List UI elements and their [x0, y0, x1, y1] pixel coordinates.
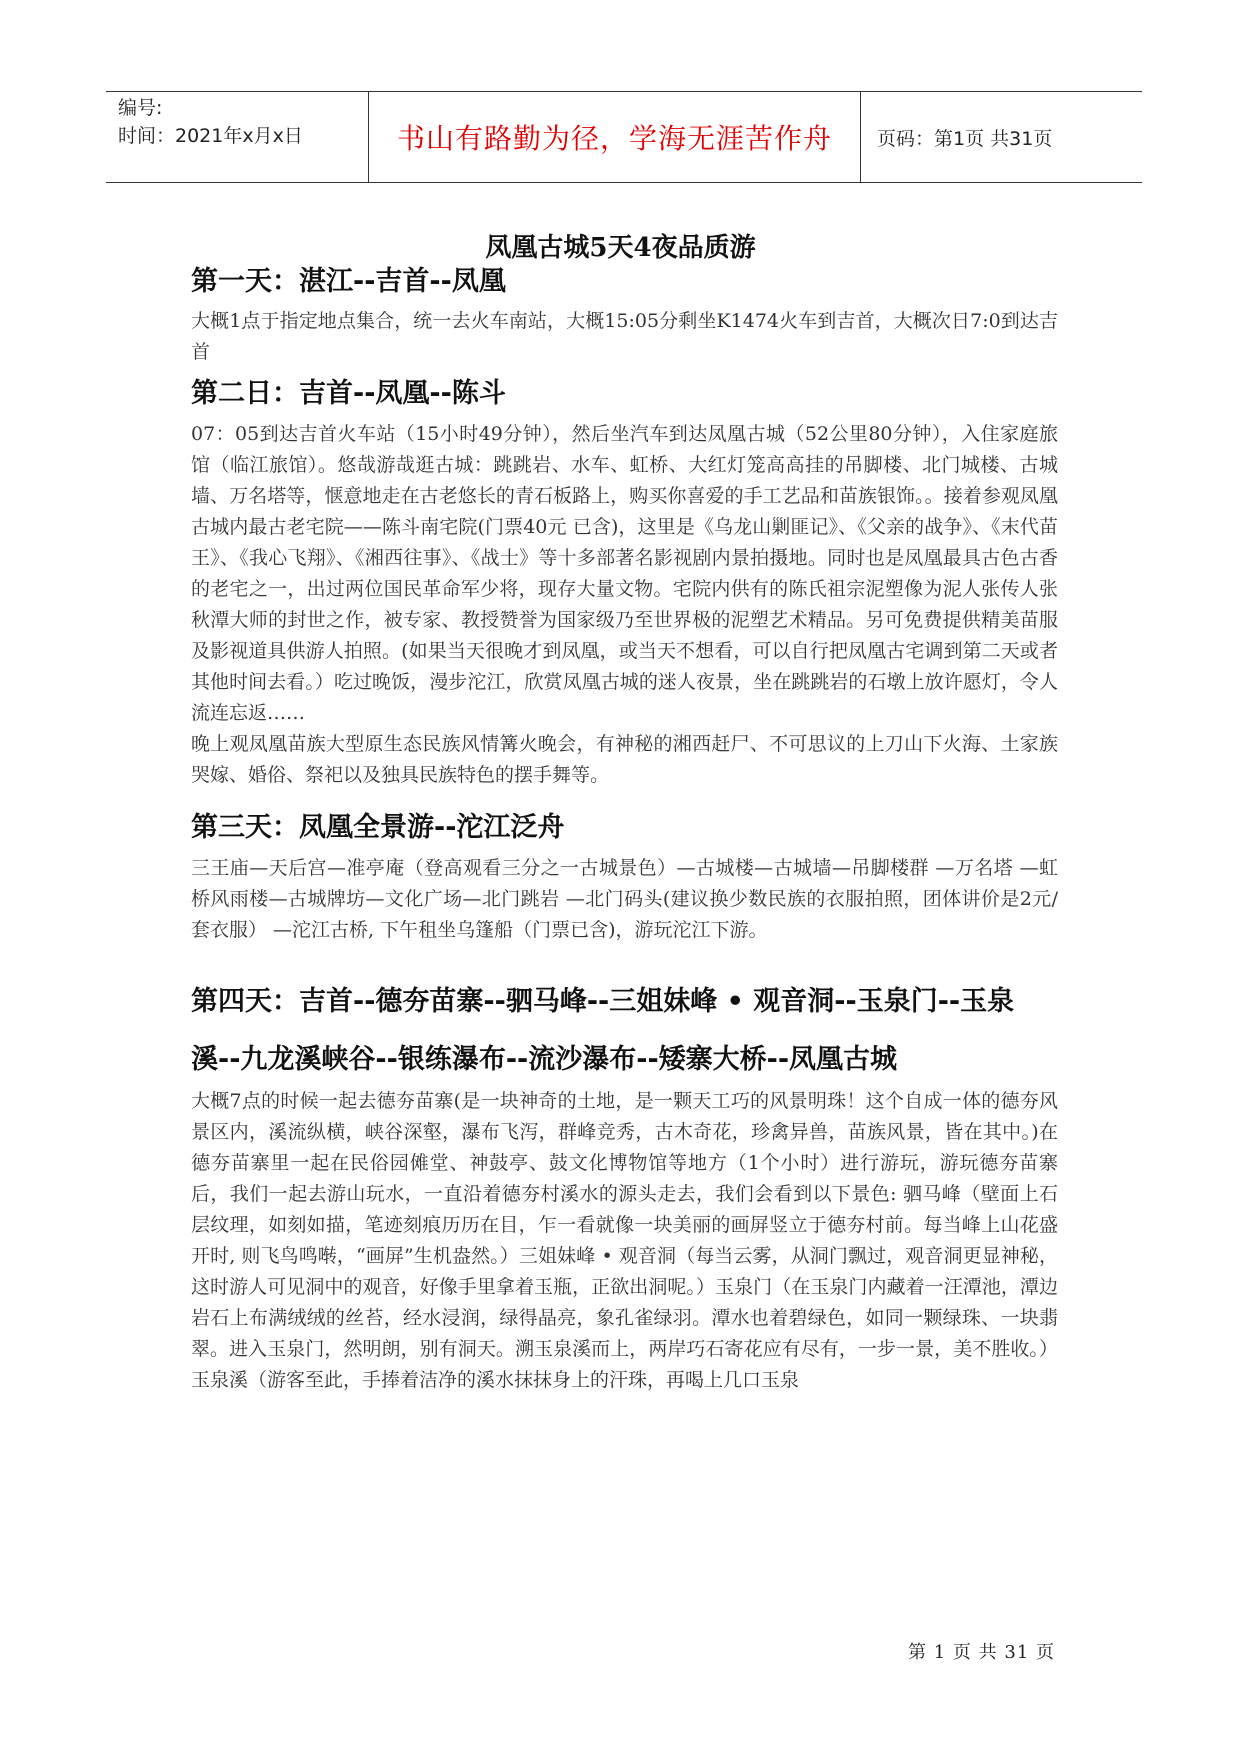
document-time-label: 时间：2021年x月x日 — [118, 125, 303, 147]
page-header — [106, 91, 1142, 183]
section-paragraph-day2-evening: 晚上观凤凰苗族大型原生态民族风情篝火晚会，有神秘的湘西赶尸、不可思议的上刀山下火海、土家族哭嫁、婚俗、祭祀以及独具民族特色的摆手舞等。 — [191, 733, 1058, 786]
header-motto: 书山有路勤为径，学海无涯苦作舟 — [369, 92, 861, 182]
section-paragraph-day2: 07：05到达吉首火车站（15小时49分钟），然后坐汽车到达凤凰古城（52公里80分钟），入住家庭旅馆（临江旅馆）。悠哉游哉逛古城：跳跳岩、水车、虹桥、大红灯笼高高挂的吊脚楼、北门城楼、古城墙、万名塔等，惬意地走在古老悠长的青石板路上，购买你喜爱的手工艺品和苗族银饰。。接着参观凤凰古城内最古老宅院——陈斗南宅院(门票40元 已含)，这里是《乌龙山剿匪记》、《父亲的战争》、《末代苗王》、《我心飞翔》、《湘西往事》、《战士》等十多部著名影视剧内景拍摄地。同时也是凤凰最具古色古香的老宅之一，出过两位国民革命军少将，现存大量文物。宅院内供有的陈氏祖宗泥塑像为泥人张传人张秋潭大师的封世之作，被专家、教授赞誉为国家级乃至世界极的泥塑艺术精品。另可免费提供精美苗服及影视道具供游人拍照。(如果当天很晚才到凤凰，或当天不想看，可以自行把凤凰古宅调到第二天或者其他时间去看。）吃过晚饭，漫步沱江，欣赏凤凰古城的迷人夜景，坐在跳跳岩的石墩上放许愿灯，令人流连忘返…… — [191, 423, 1058, 724]
section-heading-day1: 第一天：湛江--吉首--凤凰 — [191, 266, 506, 297]
document-title: 凤凰古城5天4夜品质游 — [485, 233, 756, 263]
section-paragraph-day3: 三王庙—天后宫—准亭庵（登高观看三分之一古城景色）—古城楼—古城墙—吊脚楼群 —万名塔 —虹桥风雨楼—古城牌坊—文化广场—北门跳岩 —北门码头(建议换少数民族的衣服拍照，团体讲价是2元/套衣服） —沱江古桥, 下午租坐乌篷船（门票已含)，游玩沱江下游。 — [191, 857, 1058, 941]
section-paragraph-day1: 大概1点于指定地点集合，统一去火车南站，大概15:05分剩坐K1474火车到吉首，大概次日7:0到达吉首 — [191, 310, 1058, 363]
page-footer: 第 1 页 共 31 页 — [908, 1642, 1055, 1663]
header-info-cell — [106, 92, 369, 182]
section-heading-day4-line1: 第四天：吉首--德夯苗寨--驷马峰--三姐妹峰 • 观音洞--玉泉门--玉泉 — [191, 986, 1015, 1017]
section-heading-day2: 第二日：吉首--凤凰--陈斗 — [191, 378, 506, 409]
section-heading-day3: 第三天：凤凰全景游--沱江泛舟 — [191, 812, 565, 843]
section-paragraph-day4: 大概7点的时候一起去德夯苗寨(是一块神奇的土地，是一颗天工巧的风景明珠！这个自成一体的德夯风景区内，溪流纵横，峡谷深壑，瀑布飞泻，群峰竞秀，古木奇花，珍禽异兽，苗族风景，皆在其中。)在德夯苗寨里一起在民俗园傩堂、神鼓亭、鼓文化博物馆等地方（1个小时）进行游玩，游玩德夯苗寨后，我们一起去游山玩水，一直沿着德夯村溪水的源头走去，我们会看到以下景色: 驷马峰（壁面上石层纹理，如刻如描，笔迹刻痕历历在目，乍一看就像一块美丽的画屏竖立于德夯村前。每当峰上山花盛开时, 则飞鸟鸣啭，“画屏”生机盎然。）三姐妹峰 • 观音洞（每当云雾，从洞门飘过，观音洞更显神秘，这时游人可见洞中的观音，好像手里拿着玉瓶，正欲出洞呢。）玉泉门（在玉泉门内藏着一汪潭池，潭边岩石上布满绒绒的丝苔，经水浸润，绿得晶亮，象孔雀绿羽。潭水也着碧绿色，如同一颗绿珠、一块翡翠。进入玉泉门，然明朗，别有洞天。溯玉泉溪而上，两岸巧石寄花应有尽有，一步一景，美不胜收。）玉泉溪（游客至此，手捧着洁净的溪水抹抹身上的汗珠，再喝上几口玉泉 — [191, 1090, 1058, 1391]
header-page-label: 页码：第1页 共31页 — [877, 127, 1053, 150]
section-heading-day4-line2: 溪--九龙溪峡谷--银练瀑布--流沙瀑布--矮寨大桥--凤凰古城 — [191, 1044, 898, 1075]
document-number-label: 编号: — [118, 97, 163, 119]
